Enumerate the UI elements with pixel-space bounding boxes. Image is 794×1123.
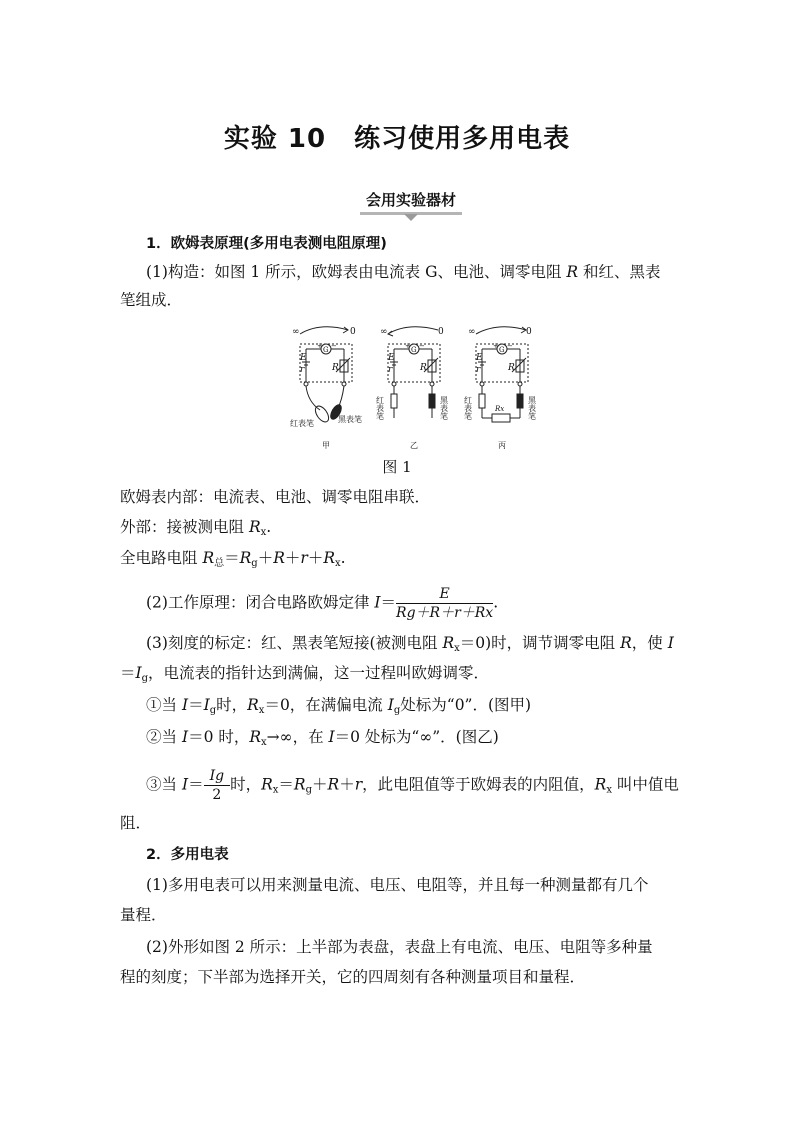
section-badge-arrow-icon: [404, 214, 418, 221]
ohmmeter-circuit-figure: [280, 322, 540, 452]
case-3: ③当 I＝ $\frac{Ig}{2}$ 时，$R_x=R_g+R+r$，此电阻值等于欧姆表的内阻值，$R_x$ 叫中值电: [146, 768, 679, 803]
paragraph-multimeter-2-line1: (2)外形如图 2 所示：上半部为表盘，表盘上有电流、电压、电阻等多种量: [146, 938, 653, 956]
label-bigr-jia: R: [332, 363, 339, 373]
paragraph-multimeter-2-line2: 程的刻度；下半部为选择开关，它的四周刻有各种测量项目和量程．: [120, 968, 586, 986]
paragraph-multimeter-1-line2: 量程．: [120, 906, 167, 924]
label-g-yi: G: [411, 346, 417, 354]
circuit-panel-jia: [300, 327, 352, 424]
section-badge-label: 会用实验器材: [365, 191, 456, 209]
label-infinity-yi: ∞: [380, 327, 388, 337]
title-part2: 练习使用多用电表: [354, 124, 571, 154]
case-1: ①当 $I=I_g$时，$R_x=0$，在满偏电流 $I_g$处标为“0”．(图甲): [146, 696, 532, 716]
label-red-pen-yi: 红表笔: [375, 396, 385, 420]
label-plus-bing: +: [493, 342, 499, 350]
paragraph-internal: 欧姆表内部：电流表、电池、调零电阻串联．: [120, 488, 431, 506]
label-red-pen-bing: 红表笔: [463, 396, 473, 420]
label-zero-yi: 0: [438, 327, 444, 337]
case-3-line2: 阻．: [120, 814, 152, 832]
label-plus-jia: +: [317, 342, 323, 350]
formula-half-ig: $\frac{Ig}{2}$: [204, 768, 231, 803]
label-e-jia: E: [300, 353, 307, 363]
label-e-yi: E: [388, 353, 395, 363]
label-bing: 丙: [498, 441, 506, 450]
label-e-bing: E: [476, 353, 483, 363]
title-part1: 实验 10: [223, 124, 327, 154]
label-zero-jia: 0: [350, 327, 356, 337]
label-minus-jia: −: [331, 342, 337, 350]
label-r-jia: r: [300, 365, 305, 375]
label-zero-bing: 0: [526, 327, 532, 337]
paragraph-calibration-line2: $=I_g$，电流表的指针达到满偏，这一过程叫欧姆调零．: [120, 664, 490, 684]
page-title: [0, 118, 794, 155]
label-minus-yi: −: [419, 342, 425, 350]
label-minus-bing: −: [507, 342, 513, 350]
label-black-pen-bing: 黑表笔: [527, 396, 537, 420]
label-bigr-bing: R: [508, 363, 515, 373]
paragraph-construction-line2: 笔组成．: [120, 291, 183, 309]
label-g-bing: G: [499, 346, 505, 354]
label-rx-bing: Rx: [495, 405, 505, 413]
label-r-yi: r: [388, 365, 393, 375]
paragraph-working-principle: (2)工作原理：闭合电路欧姆定律 I＝ $\frac{E}{Rg+R+r+Rx}$ .: [146, 586, 499, 621]
heading-ohmmeter-principle: 1．欧姆表原理(多用电表测电阻原理): [146, 236, 387, 252]
formula-ohm-law: $\frac{E}{Rg+R+r+Rx}$: [396, 586, 494, 621]
label-g-jia: G: [323, 346, 329, 354]
section-badge: [354, 190, 468, 220]
paragraph-total-resistance: 全电路电阻 $R_总=R_g+R+r+R_x$.: [120, 549, 346, 569]
label-plus-yi: +: [405, 342, 411, 350]
paragraph-construction-line1: (1)构造：如图 1 所示，欧姆表由电流表 G、电池、调零电阻 R 和红、黑表: [146, 263, 661, 281]
paragraph-external: 外部：接被测电阻 $R_x$.: [120, 518, 272, 538]
label-bigr-yi: R: [420, 363, 427, 373]
label-r-bing: r: [476, 365, 481, 375]
label-yi: 乙: [410, 441, 418, 450]
label-jia: 甲: [322, 441, 330, 450]
case-2: ②当 I＝0 时，$R_x\to\infty$，在 I＝0 处标为“∞”．(图乙): [146, 728, 499, 748]
label-black-pen-yi: 黑表笔: [439, 396, 449, 420]
paragraph-calibration-line1: (3)刻度的标定：红、黑表笔短接(被测电阻 $R_x=0$)时，调节调零电阻 R，使 I: [146, 634, 674, 654]
label-red-pen-jia: 红表笔: [290, 419, 314, 428]
label-infinity-jia: ∞: [292, 327, 300, 337]
figure-caption: 图 1: [382, 458, 412, 476]
label-infinity-bing: ∞: [468, 327, 476, 337]
label-black-pen-jia: 黑表笔: [338, 415, 362, 424]
heading-multimeter: 2．多用电表: [146, 847, 229, 863]
circuit-panel-yi: [388, 327, 440, 418]
paragraph-multimeter-1-line1: (1)多用电表可以用来测量电流、电压、电阻等，并且每一种测量都有几个: [146, 876, 649, 894]
